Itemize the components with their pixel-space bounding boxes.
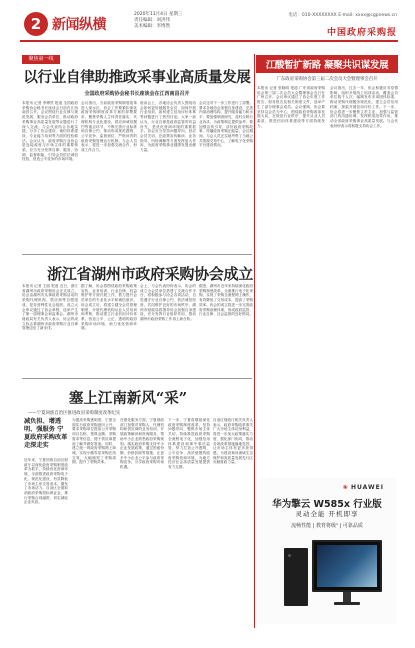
- article3-title: 浙江省湖州市政府采购协会成立: [47, 265, 253, 283]
- article4-col5: 自治区财政厅相关负责人表示，政府采购改革事关广大市场主体切身利益，将进一步加大政策落实力度，强化部门协同，推动各项改革措施落地见效，让市场主体有更多获得感，为建设黄河流域生态保护和高质量发展先行区贡献财政力量。: [213, 418, 253, 465]
- article3-col2: 据了解，协会将围绕政府采购政策宣传、业务培训、行业自律、权益维护等方面开展工作，着力提升会员单位的专业化水平和诚信意识。协会成立后，将建立健全会员管理制度，开展代理机构从业人员培训和考核，推动建立行业信用评价体系，营造公平、公正、透明的政府采购市场环境，助力优化营商环境。: [81, 284, 137, 331]
- rule-article1: [22, 254, 252, 255]
- issue-meta: [134, 12, 182, 30]
- section-title: 新闻纵横: [52, 17, 106, 33]
- monitor-screen: [317, 545, 377, 587]
- ad-headline: 华为擎云 W585x 行业版: [272, 499, 382, 510]
- article1-col2: 会议指出，当前政府采购制度改革进入深水区，协会工作要紧扣深化政府采购制度改革方案的部署要求，聚焦采购人主体责任落实、代理机构专业化建设、供应商诚信履约等重点环节，不断完善行业标准和自律公约，推动形成规范透明、公平竞争、监督到位、严格问责的政府采购管理运行机制。与会人员表示，将进一步加强交流合作，形成工作合力。: [81, 101, 137, 153]
- section-tag: 聚焦第一线: [22, 55, 60, 64]
- masthead-rule: [20, 40, 398, 42]
- huawei-logo: [343, 484, 384, 491]
- issue-designer: 美术编辑：李博然: [134, 24, 170, 29]
- brand-contact: 电话：010-XXXXXXXX E-mail: xxxx@cgpnews.cn: [288, 13, 397, 18]
- issue-date: 2020年11月4日 星期三: [134, 12, 183, 17]
- article2-col2: 会议指出，过去一年，协会积极应对疫情影响，组织开展线上培训活动，覆盖会员单位数千人次；编制发布多项团体标准，推动采购代理服务规范化；建立会员信用档案，探索开展信用评价工作。下一步，协会将进一步聚焦主责主业，加强与监管部门的沟通协调，发挥桥梁纽带作用，推动全省政府采购事业高质量发展。与会代表纷纷表示将积极支持协会工作。: [330, 86, 398, 128]
- column-divider: [254, 54, 255, 628]
- article3-col1: 本报讯 记者 王丽 报道 近日，浙江省湖州市政府采购协会正式成立。协会由湖州市从事政府采购活动的采购代理机构、供应商等自愿组成，是非营利性社会组织。成立大会审议通过了协会章程，选举产生了第一届理事会和监事会。湖州市财政局有关负责人表示，协会的成立标志着湖州市政府采购行业自律管理迈出了新步伐。: [22, 284, 78, 331]
- article3-col3: 会上，与会代表纷纷表示，协会的成立为会员单位搭建了交流合作平台，将积极参与协会各项活动，自觉遵守行业自律公约，依法诚信经营，共同维护良好的市场秩序。湖州市财政局将指导协会加强自身建设，充分发挥行业组织作用，推动湖州市政府采购工作再上新台阶。: [140, 284, 196, 321]
- power-button-icon: [288, 554, 291, 557]
- brand: [277, 12, 397, 38]
- desktop-tower-image: [284, 548, 308, 606]
- article2-col1: 本报讯 记者 张晓明 报道 广东省政府采购协会第三届二次会员大会暨理事会近日在广州召开。会议审议通过了协会年度工作报告、财务报告及相关制度文件，选举产生了部分理事会成员。会议强调，协会要坚持以会员为中心，围绕政府采购改革发展大局，在规范行业秩序、提升从业人员素质、推进信用体系建设等方面持续发力。: [257, 86, 325, 128]
- article2-header: [256, 55, 398, 82]
- article4-col4: 下一步，宁夏将继续深化政府采购制度改革，坚持问题导向，聚焦市场主体关切，持续推进政府采购全流程电子化，加强信用体系建设和事中事后监管，努力打造公开透明、公平竞争、高效便捷的政府采购营商环境，为地方经济社会高质量发展提供有力支撑。: [168, 418, 210, 470]
- article4-col1: 近年来，宁夏回族自治区财政厅以深化政府采购制度改革为抓手，持续优化营商环境，全面推进政府采购电子化、规范化建设，有效降低了市场主体交易成本，激发了市场活力。自治区全面取消政府采购投标保证金，推行采购合同融资，切实减轻企业负担。: [24, 458, 68, 505]
- article4-byline: ——宁夏回族自治区推进政府采购制度改革纪实: [28, 411, 121, 416]
- monitor-image: [312, 540, 382, 592]
- huawei-ad[interactable]: [258, 478, 396, 624]
- article4-side-title: 减负担、增透明、强服务 宁夏政府采购改革走深走实: [24, 418, 68, 449]
- article1-title: 以行业自律助推政采事业高质量发展: [23, 69, 251, 86]
- article1-col3: 座谈会上，各地协会负责人围绕协会如何更好地服务会员、如何开展行业培训、如何建立信用评价体系等问题进行了热烈讨论。大家一致认为，行业自律是政府监管的有益补充，是优化营商环境的重要抓手。协会应当坚持问题导向，回应会员关切，在政策宣传解读、业务指导、纠纷调解等方面发挥更大作用，为政府采购事业健康发展贡献力量。: [140, 101, 196, 153]
- issue-editor: 责任编辑：刘洪伟: [134, 18, 170, 23]
- article4-col2: 为提高采购透明度，宁夏全面实行政府采购意向公开，要求采购单位提前公开采购项目名称、预算金额、采购需求等信息，便于供应商提前了解并做好准备。同时，建立统一的政府采购网上商城，实现小额零星采购在线交易，大幅缩短了采购周期，提升了采购效率。: [72, 418, 116, 465]
- brand-name: 中国政府采购报: [326, 28, 397, 38]
- ad-features: 流畅性能 | 教育将级¹ | 可靠品质: [291, 523, 363, 529]
- rule-article3: [22, 378, 252, 379]
- huawei-logo-text: HUAWEI: [350, 484, 384, 491]
- article4-col3: 在强化服务方面，宁夏财政部门加强对采购人、代理机构和供应商的业务培训，开展政策解读和咨询服务，帮助中小企业熟悉政府采购规则。落实政府采购支持中小企业发展政策，通过预留份额、价格扣除等措施，让更多中小企业公平参与政府采购竞争，分享政府采购市场机遇。: [120, 418, 164, 470]
- article1-col1: 本报讯 记者 李博然 报道 全国政府采购协会秘书长座谈会日前在江西南昌召开。会议围绕行业自律与规范发展、服务会员单位、推动政府采购事业高质量发展等议题进行了深入交流。与会代表结合各地实践，分享了协会建设、诚信体系建设、专业能力培训等方面的经验做法。会议认为，政府采购行业协会是连接政府与市场主体的重要桥梁，应当充分发挥自律、服务、协调、监督职能，引导会员依法诚信经营，营造公平竞争的市场环境。: [22, 101, 78, 162]
- article1-col4: 会议还对下一步工作进行了部署。要求各地协会加强自身建设，完善内部治理结构，提升服务能力和水平；要加强调查研究，及时反映行业诉求，为政策制定提供参考；要加强宣传引导，讲好政府采购故事，传播政府采购正能量。会议期间，与会人员还实地考察了当地公共资源交易中心，了解电子化采购平台建设情况。: [199, 101, 253, 148]
- monitor-base: [334, 602, 360, 605]
- article4-title: 塞上江南新风“采”: [68, 390, 188, 407]
- article2-title: 江酸暂扩新路 凝聚共识谋发展: [256, 55, 398, 73]
- monitor-stand: [343, 592, 351, 602]
- article1-subtitle: 全国政府采购协会秘书长座谈会在江西南昌召开: [84, 91, 190, 97]
- ad-slogan: 灵动全能 开机即享: [295, 510, 359, 518]
- huawei-flower-icon: ❀: [342, 484, 349, 491]
- masthead: [0, 0, 415, 44]
- page-number: 2: [24, 12, 48, 36]
- article3-col4: 据悉，湖州市近年来持续深化政府采购制度改革，全面推行电子化采购，实现了采购全流程网上操作，有效降低了交易成本，提高了采购效率。协会的成立将进一步完善政府采购治理体系，形成政府监管、行业自律、社会监督的良好格局。: [199, 284, 253, 317]
- article2-subtitle: 广东政府采购协会第三届二次会员大会暨理事会召开: [276, 77, 378, 82]
